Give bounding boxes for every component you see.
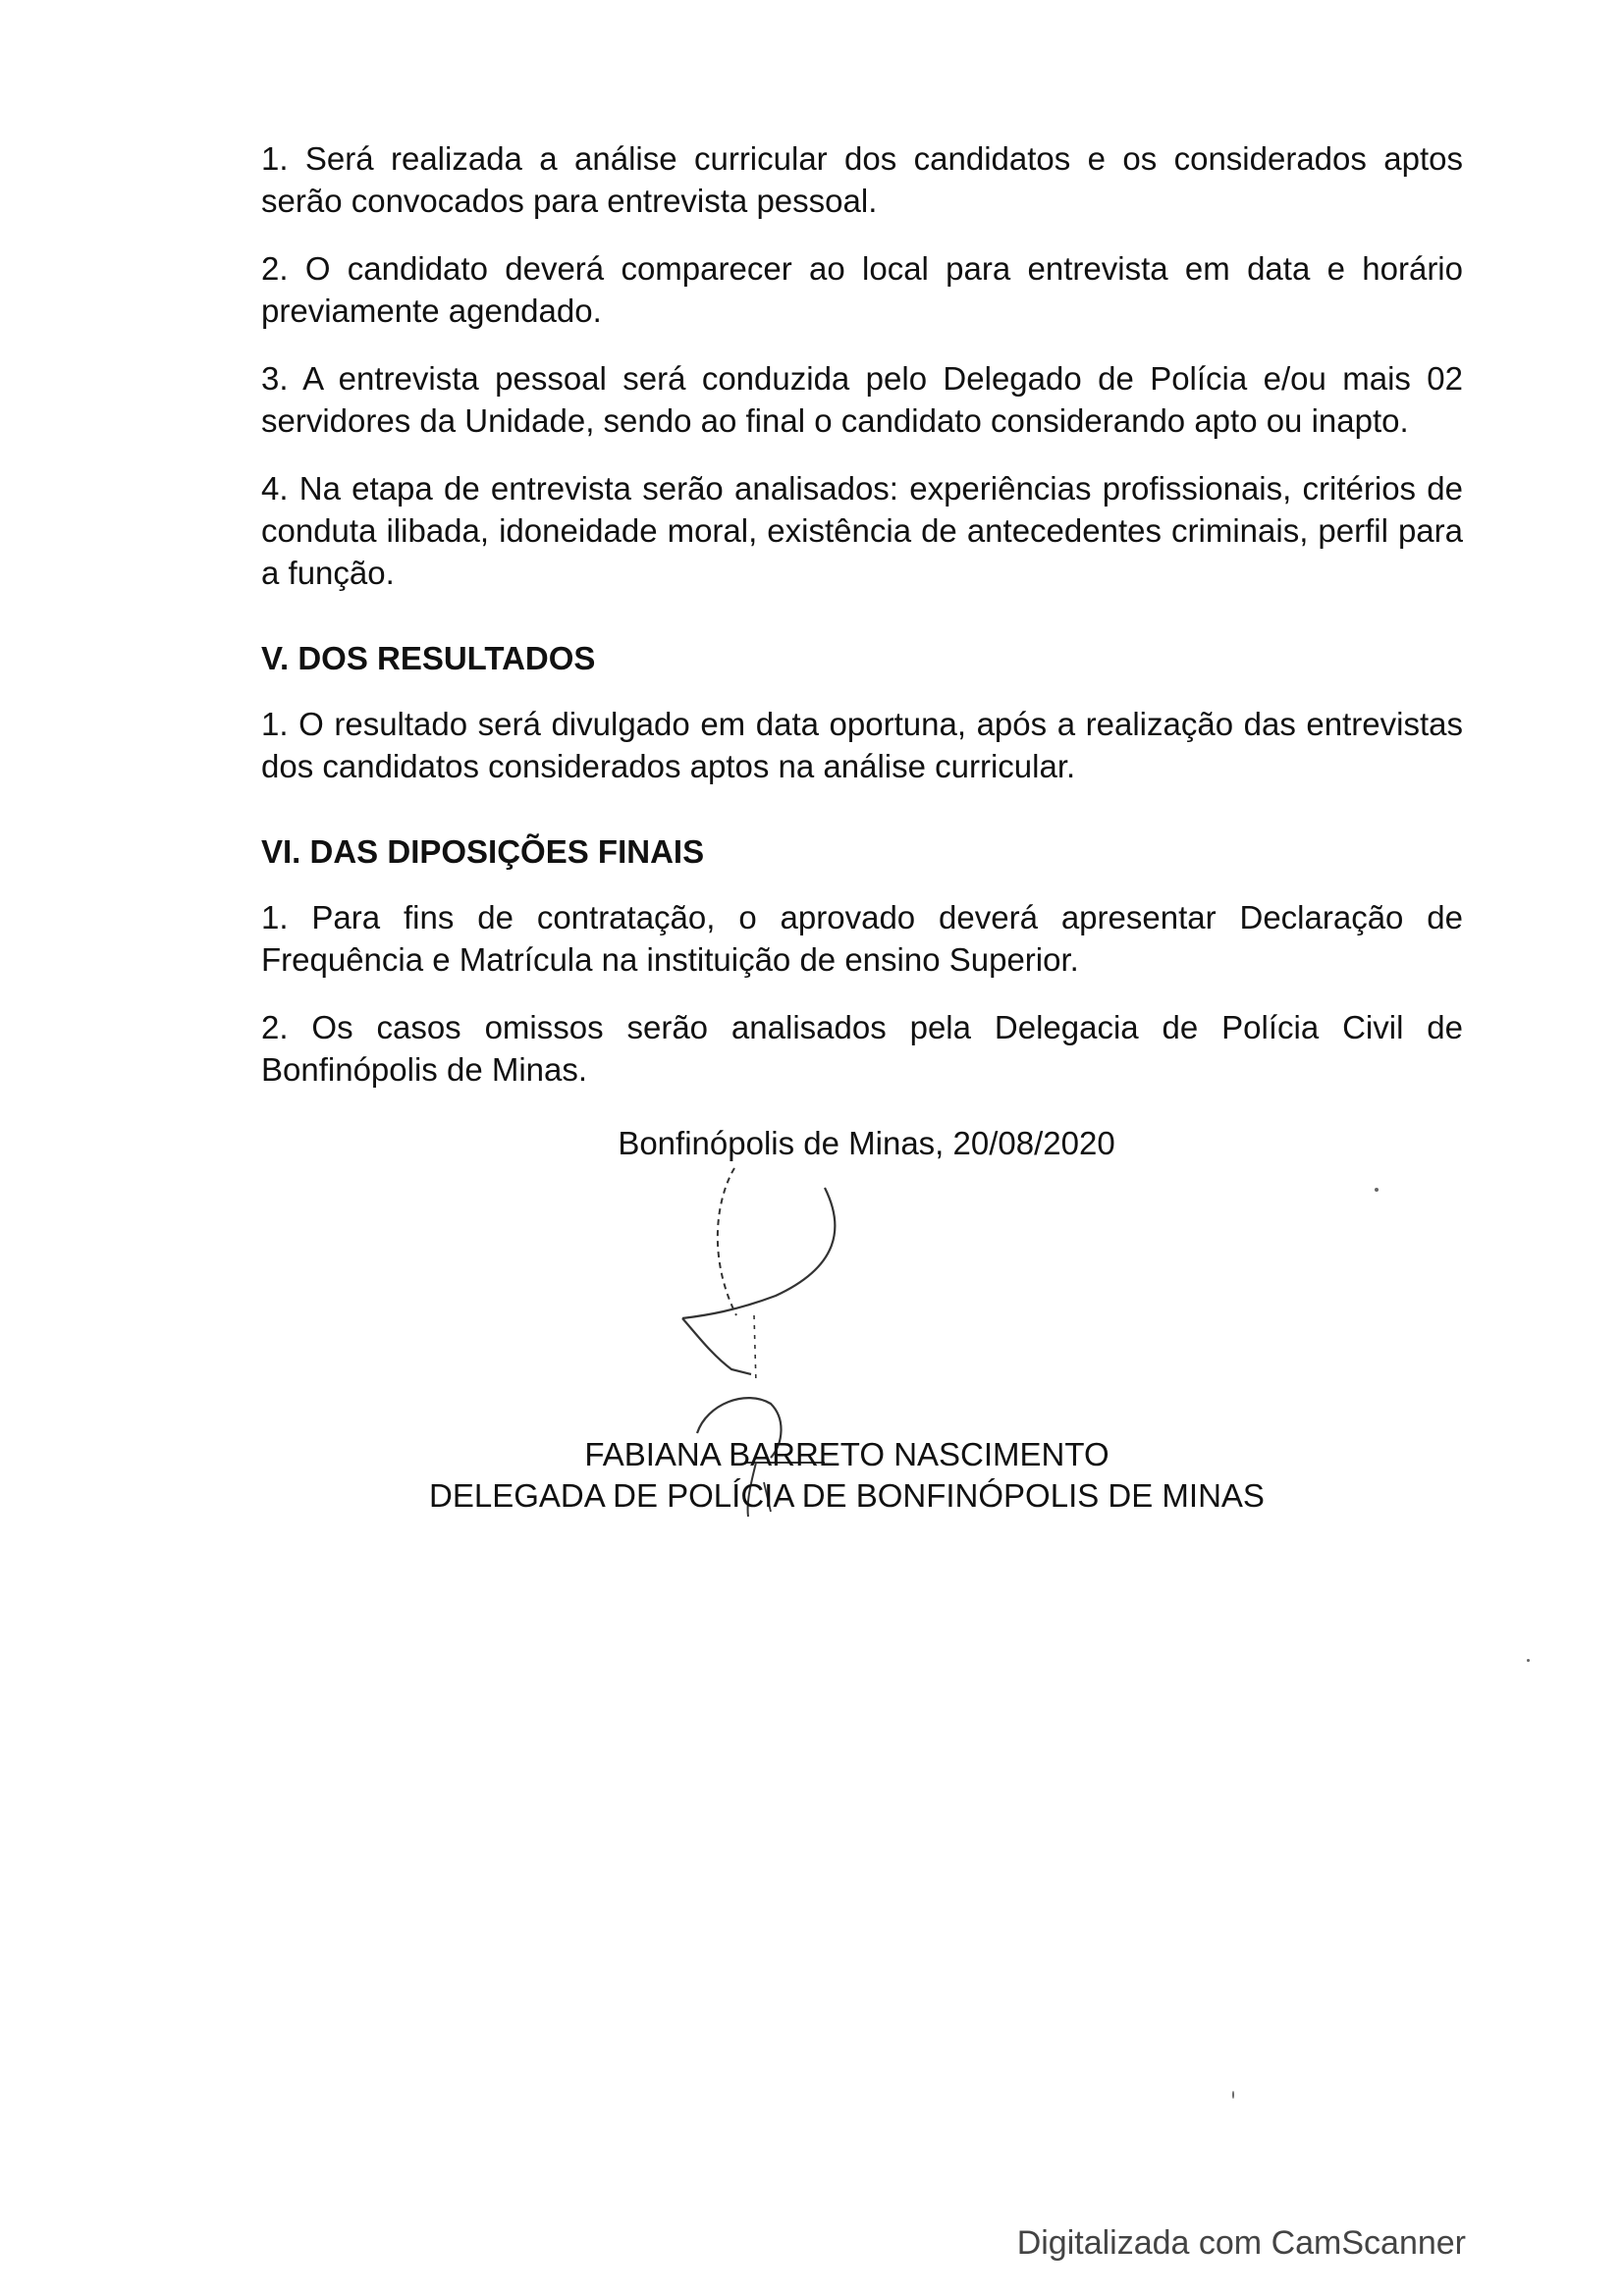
scan-speck [1375,1188,1379,1192]
final-provisions-item-1: 1. Para fins de contratação, o aprovado deverá apresentar Declaração de Frequência e Matrícula na instituição de ensino Superior. [261,899,1463,978]
scan-speck [1232,2091,1234,2099]
item-4-interview-criteria: 4. Na etapa de entrevista serão analisados: experiências profissionais, critérios de conduta ilibada, idoneidade moral, existência de antecedentes criminais, perfil para a função. [261,470,1463,591]
camscanner-footer: Digitalizada com CamScanner [1016,2224,1466,2262]
final-provisions-item-2: 2. Os casos omissos serão analisados pela Delegacia de Polícia Civil de Bonfinópolis de Minas. [261,1009,1463,1088]
place-and-date: Bonfinópolis de Minas, 20/08/2020 [618,1125,1115,1161]
item-3-interview-conduct: 3. A entrevista pessoal será conduzida pelo Delegado de Polícia e/ou mais 02 servidores da Unidade, sendo ao final o candidato considerando apto ou inapto. [261,360,1463,439]
section-heading-final-provisions: VI. DAS DIPOSIÇÕES FINAIS [261,833,705,870]
scan-speck [1527,1659,1530,1662]
item-2-attendance: 2. O candidato deverá comparecer ao local para entrevista em data e horário previamente agendado. [261,250,1463,329]
document-body [261,137,1463,1116]
signer-role: DELEGADA DE POLÍCIA DE BONFINÓPOLIS DE MINAS [429,1477,1265,1514]
signer-name: FABIANA BARRETO NASCIMENTO [584,1436,1109,1472]
results-item-1: 1. O resultado será divulgado em data oportuna, após a realização das entrevistas dos candidatos considerados aptos na análise curricular. [261,706,1463,784]
section-heading-results: V. DOS RESULTADOS [261,640,596,676]
item-1-curricular-analysis: 1. Será realizada a análise curricular dos candidatos e os considerados aptos serão convocados para entrevista pessoal. [261,140,1463,219]
